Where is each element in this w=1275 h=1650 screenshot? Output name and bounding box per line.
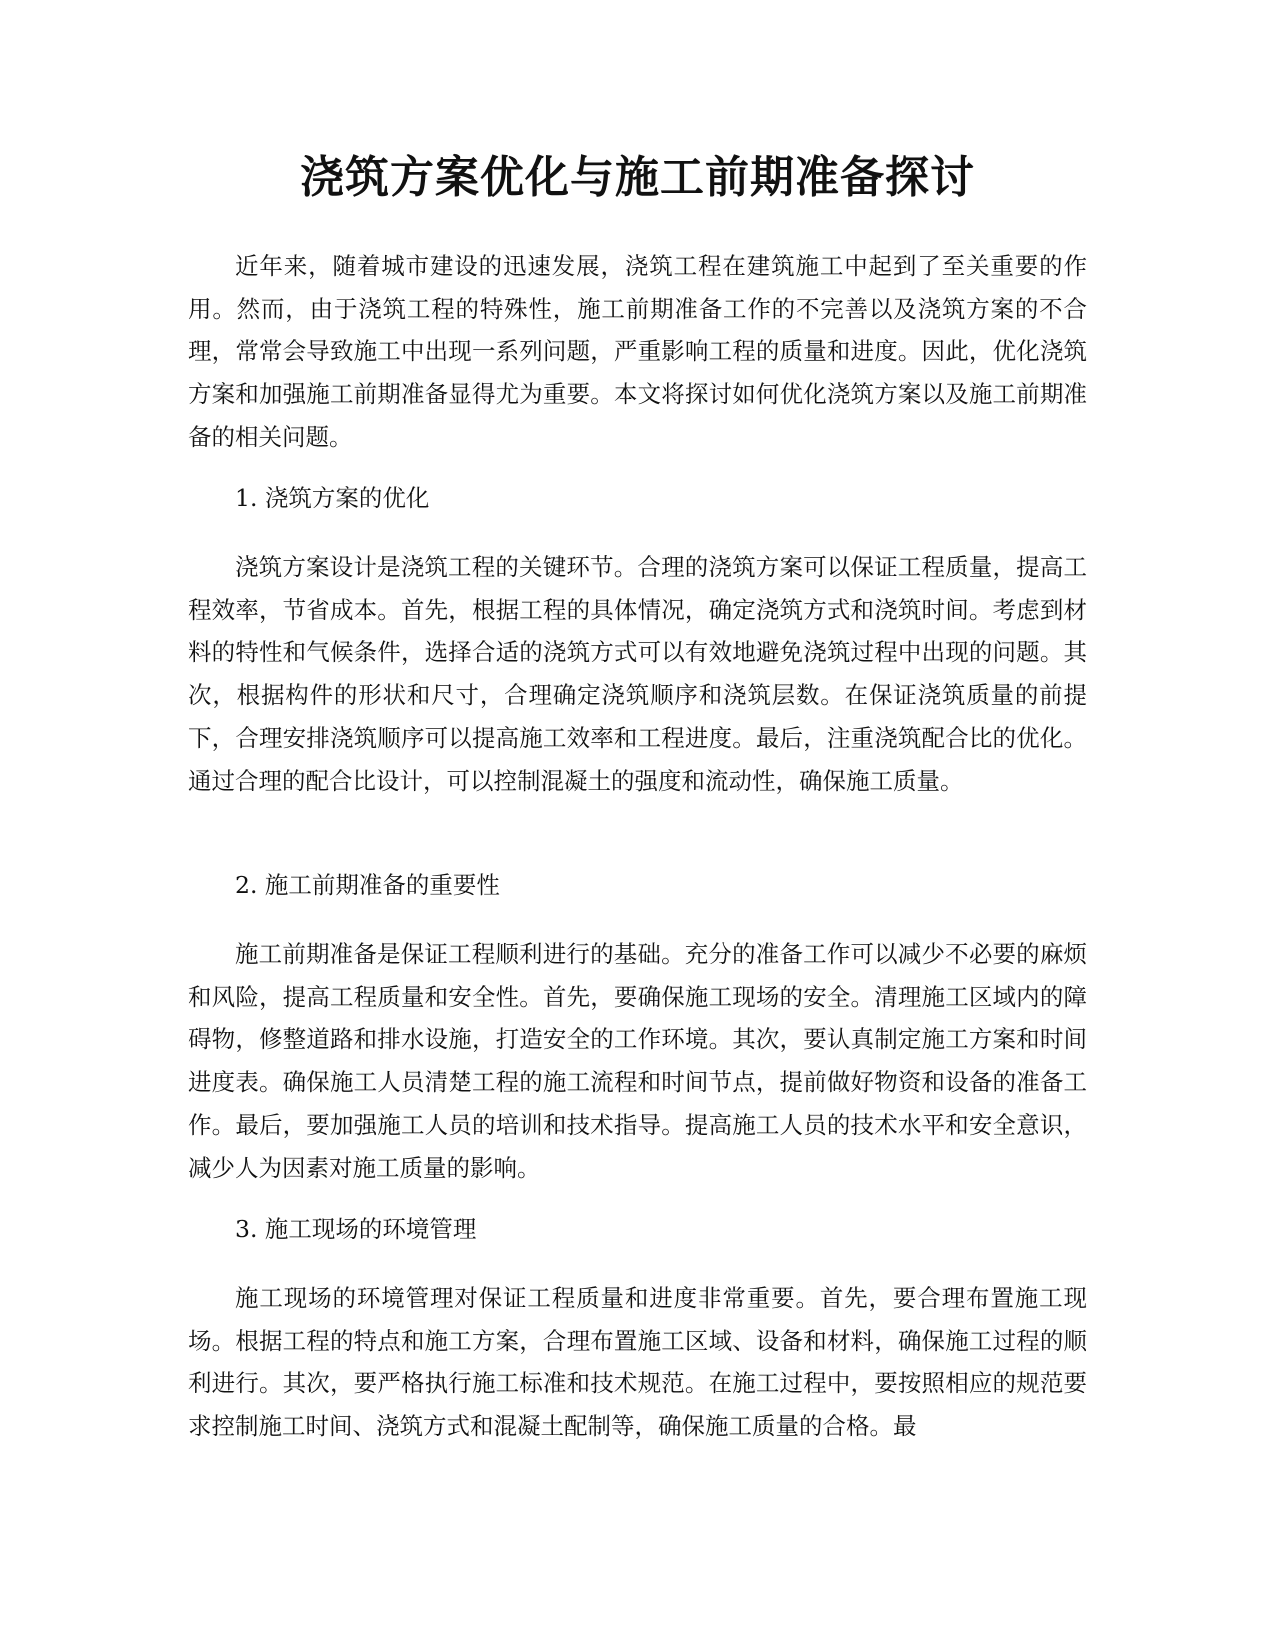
section-2-paragraph: 施工前期准备是保证工程顺利进行的基础。充分的准备工作可以减少不必要的麻烦和风险，提高工程质量和安全性。首先，要确保施工现场的安全。清理施工区域内的障碍物，修整道路和排水设施，打造安全的工作环境。其次，要认真制定施工方案和时间进度表。确保施工人员清楚工程的施工流程和时间节点，提前做好物资和设备的准备工作。最后，要加强施工人员的培训和技术指导。提高施工人员的技术水平和安全意识，减少人为因素对施工质量的影响。 [188,940,1087,1182]
section-1-heading: 1. 浇筑方案的优化 [235,484,430,512]
section-1-paragraph: 浇筑方案设计是浇筑工程的关键环节。合理的浇筑方案可以保证工程质量，提高工程效率，节省成本。首先，根据工程的具体情况，确定浇筑方式和浇筑时间。考虑到材料的特性和气候条件，选择合适的浇筑方式可以有效地避免浇筑过程中出现的问题。其次，根据构件的形状和尺寸，合理确定浇筑顺序和浇筑层数。在保证浇筑质量的前提下，合理安排浇筑顺序可以提高施工效率和工程进度。最后，注重浇筑配合比的优化。通过合理的配合比设计，可以控制混凝土的强度和流动性，确保施工质量。 [188,553,1087,795]
section-3-heading: 3. 施工现场的环境管理 [235,1215,477,1243]
page-title: 浇筑方案优化与施工前期准备探讨 [300,152,975,203]
section-3-paragraph: 施工现场的环境管理对保证工程质量和进度非常重要。首先，要合理布置施工现场。根据工程的特点和施工方案，合理布置施工区域、设备和材料，确保施工过程的顺利进行。其次，要严格执行施工标准和技术规范。在施工过程中，要按照相应的规范要求控制施工时间、浇筑方式和混凝土配制等，确保施工质量的合格。最 [188,1284,1087,1441]
section-2-heading: 2. 施工前期准备的重要性 [235,871,500,899]
intro-paragraph: 近年来，随着城市建设的迅速发展，浇筑工程在建筑施工中起到了至关重要的作用。然而，由于浇筑工程的特殊性，施工前期准备工作的不完善以及浇筑方案的不合理，常常会导致施工中出现一系列问题，严重影响工程的质量和进度。因此，优化浇筑方案和加强施工前期准备显得尤为重要。本文将探讨如何优化浇筑方案以及施工前期准备的相关问题。 [188,252,1087,451]
